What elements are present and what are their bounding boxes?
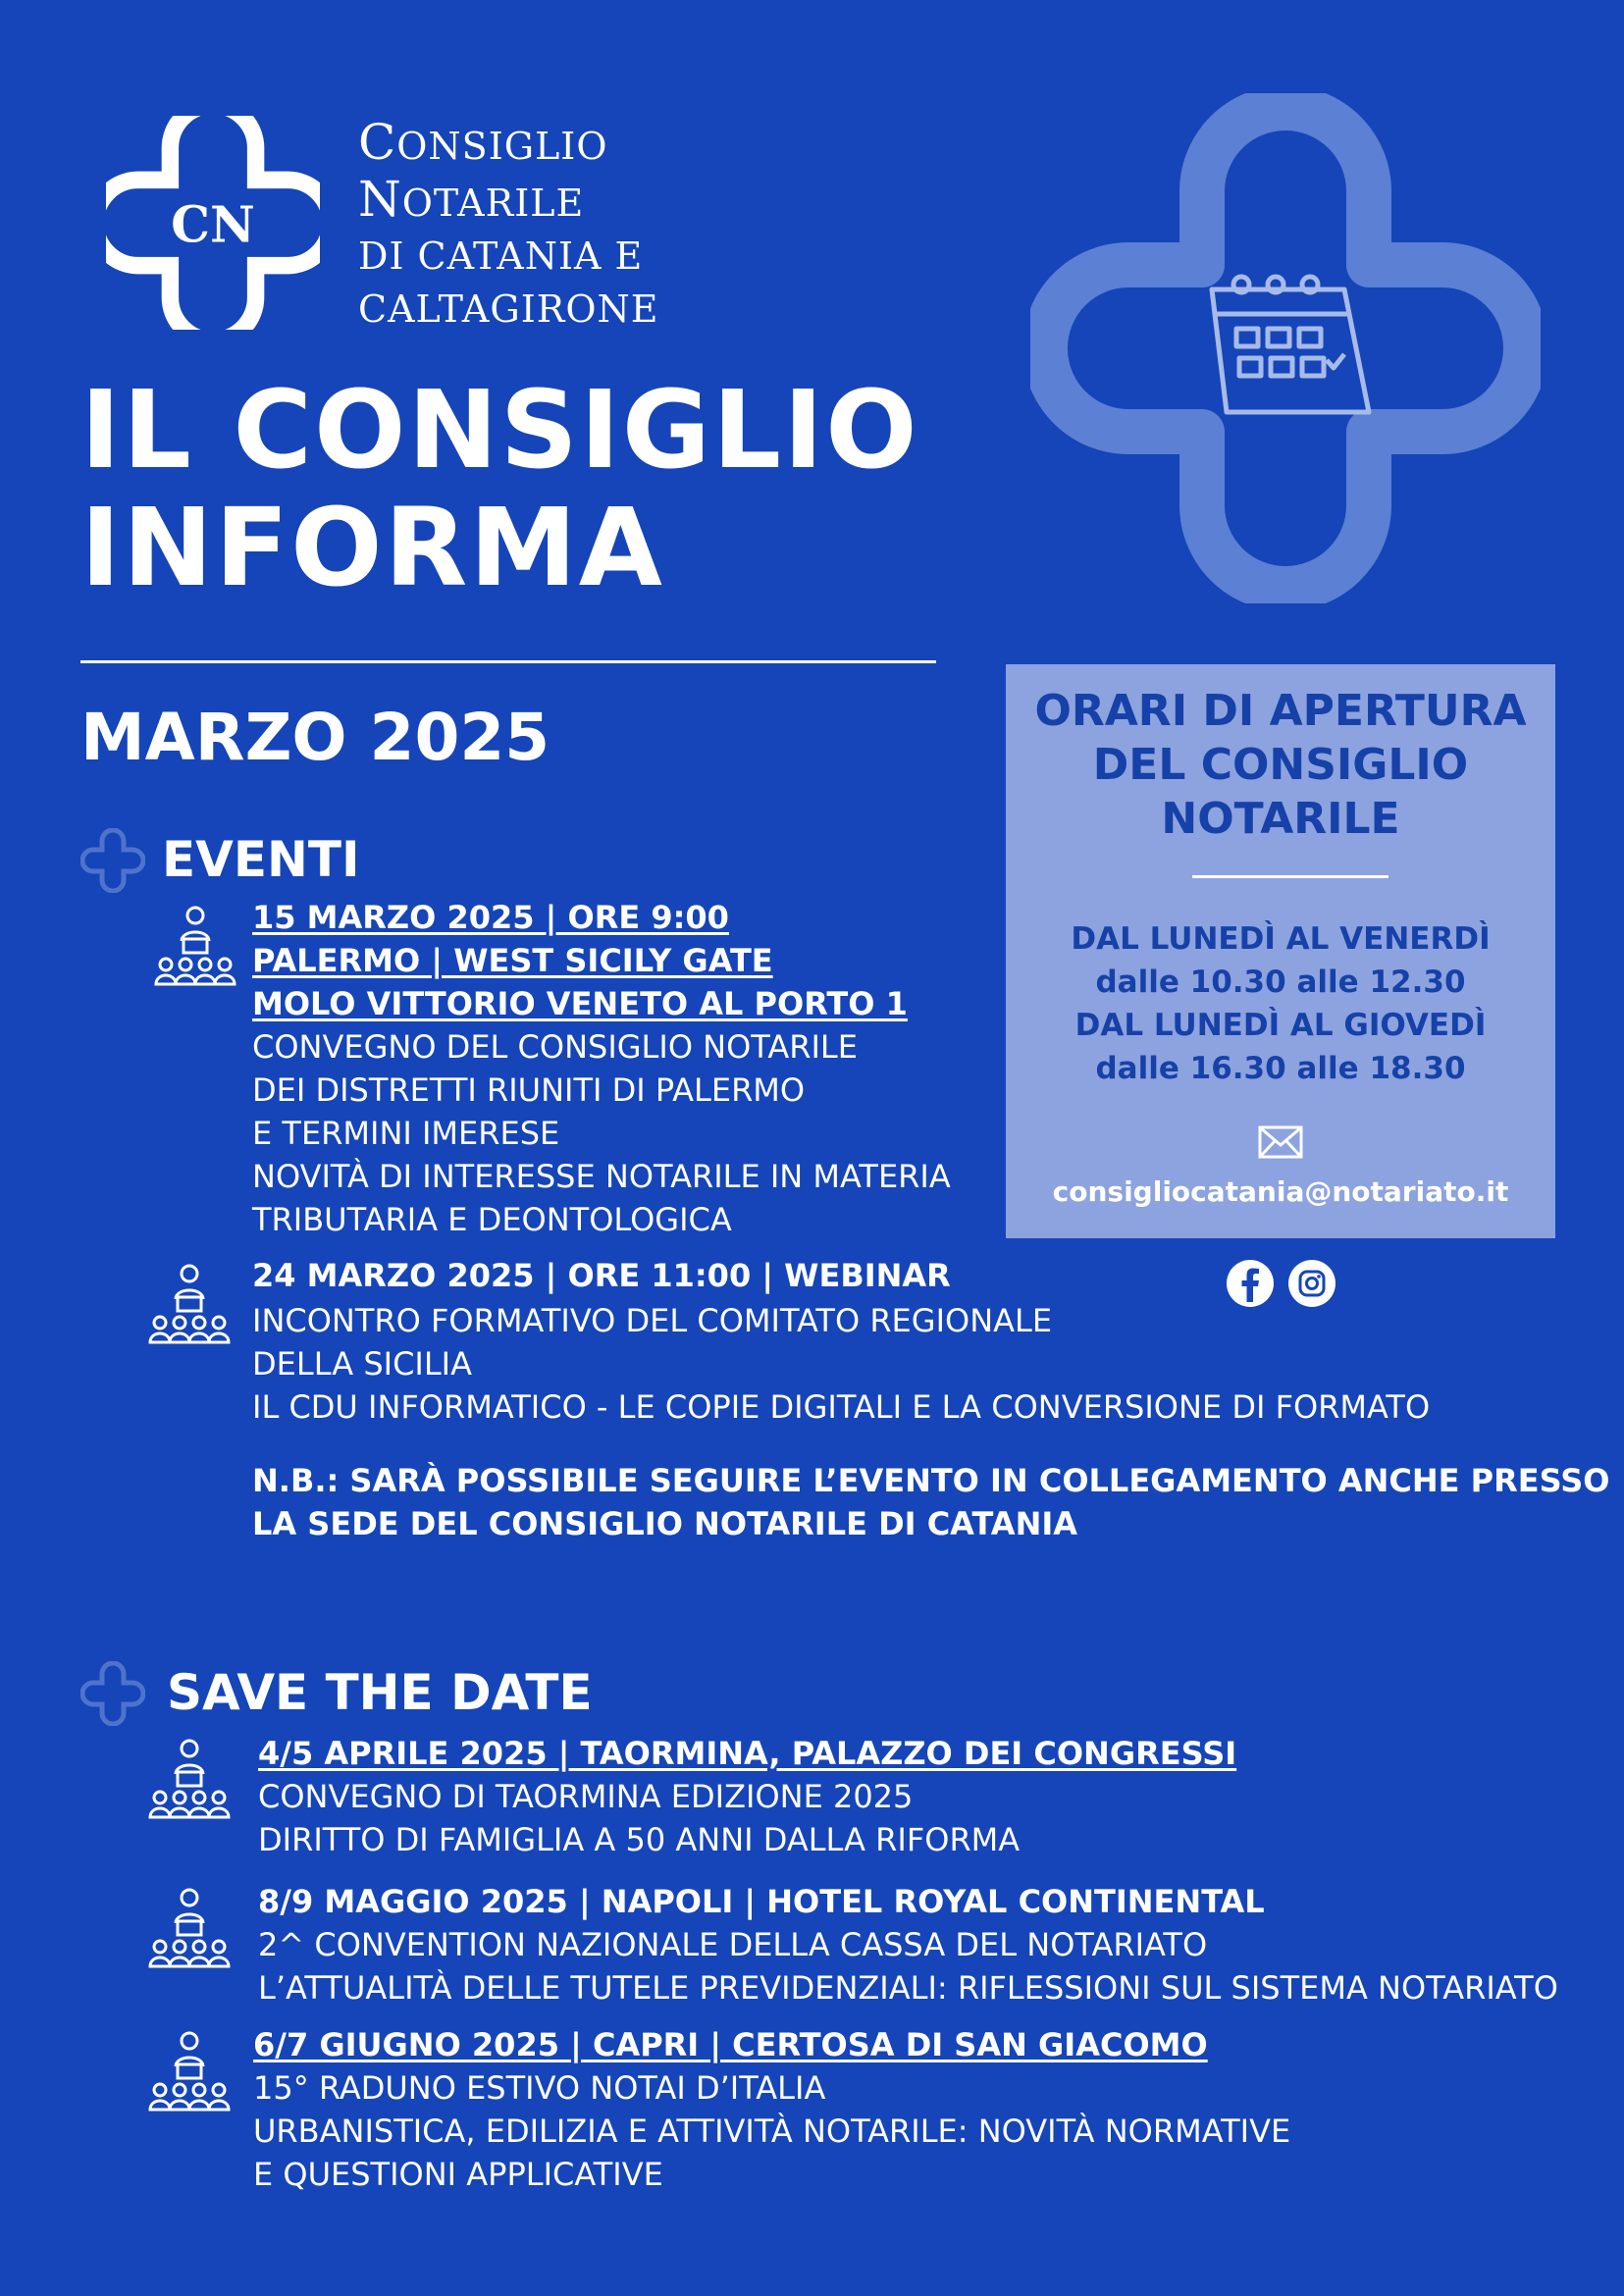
save-the-date-item-1: 4/5 APRILE 2025 | TAORMINA, PALAZZO DEI CONGRESSI CONVEGNO DI TAORMINA EDIZIONE 2025 DIRITTO DI FAMIGLIA A 50 ANNI DALLA RIFORMA (258, 1732, 1236, 1861)
event-1: 15 MARZO 2025 | ORE 9:00 PALERMO | WEST SICILY GATE MOLO VITTORIO VENETO AL PORTO 1 CONVEGNO DEL CONSIGLIO NOTARILE DEI DISTRETTI RIUNITI DI PALERMO E TERMINI IMERESE NOVITÀ DI INTERESSE NOTARILE IN MATERIA TRIBUTARIA E DEONTOLOGICA (252, 896, 951, 1241)
quatrefoil-bullet-icon (80, 828, 145, 893)
event-2-date: 24 MARZO 2025 | ORE 11:00 | WEBINAR (252, 1257, 951, 1294)
hours-title: ORARI DI APERTURA DEL CONSIGLIO NOTARILE (1034, 686, 1527, 844)
save-the-date-item-3: 6/7 GIUGNO 2025 | CAPRI | CERTOSA DI SAN GIACOMO 15° RADUNO ESTIVO NOTAI D’ITALIA URBANISTICA, EDILIZIA E ATTIVITÀ NOTARILE: NOVITÀ NORMATIVE E QUESTIONI APPLICATIVE (253, 2023, 1290, 2196)
title-divider (80, 660, 936, 663)
event-note: N.B.: SARÀ POSSIBILE SEGUIRE L’EVENTO IN COLLEGAMENTO ANCHE PRESSO LA SEDE DEL CONSIGLIO NOTARILE DI CATANIA (252, 1462, 1610, 1542)
hours-divider (1192, 875, 1388, 878)
conference-speaker-icon (148, 1262, 231, 1352)
save-the-date-heading: SAVE THE DATE (167, 1664, 593, 1721)
envelope-icon (1258, 1125, 1303, 1159)
event-1-address: MOLO VITTORIO VENETO AL PORTO 1 (252, 985, 908, 1022)
eventi-heading: EVENTI (162, 831, 360, 888)
std-2-header: 8/9 MAGGIO 2025 | NAPOLI | HOTEL ROYAL CONTINENTAL (258, 1883, 1265, 1920)
event-1-location: PALERMO | WEST SICILY GATE (252, 942, 773, 979)
logo-text: CONSIGLIO NOTARILE DI CATANIA E CALTAGIRONE (358, 114, 659, 331)
month-heading: MARZO 2025 (80, 700, 550, 775)
conference-speaker-icon (148, 2029, 231, 2119)
conference-speaker-icon (148, 1737, 231, 1827)
email-link[interactable]: consigliocatania@notariato.it (1052, 1175, 1509, 1208)
event-1-date: 15 MARZO 2025 | ORE 9:00 (252, 899, 729, 936)
logo-monogram: CN (171, 195, 255, 254)
std-3-header: 6/7 GIUGNO 2025 | CAPRI | CERTOSA DI SAN GIACOMO (253, 2026, 1208, 2063)
std-1-header: 4/5 APRILE 2025 | TAORMINA, PALAZZO DEI CONGRESSI (258, 1735, 1237, 1772)
quatrefoil-bullet-icon (80, 1661, 145, 1726)
conference-speaker-icon (148, 1886, 231, 1976)
calendar-decoration-icon (1030, 93, 1541, 603)
opening-hours-box (1006, 664, 1555, 1238)
logo-quatrefoil-icon (106, 116, 320, 330)
save-the-date-item-2: 8/9 MAGGIO 2025 | NAPOLI | HOTEL ROYAL CONTINENTAL 2^ CONVENTION NAZIONALE DELLA CASSA DEL NOTARIATO L’ATTUALITÀ DELLE TUTELE PREVIDENZIALI: RIFLESSIONI SUL SISTEMA NOTARIATO (258, 1880, 1558, 2009)
conference-speaker-icon (154, 904, 236, 994)
hours-schedule: DAL LUNEDÌ AL VENERDÌ dalle 10.30 alle 12.30 DAL LUNEDÌ AL GIOVEDÌ dalle 16.30 alle 18.30 (1071, 921, 1491, 1086)
event-2: 24 MARZO 2025 | ORE 11:00 | WEBINAR INCONTRO FORMATIVO DEL COMITATO REGIONALE DELLA SICILIA IL CDU INFORMATICO - LE COPIE DIGITALI E LA CONVERSIONE DI FORMATO (252, 1254, 1430, 1429)
page-title: IL CONSIGLIO INFORMA (80, 367, 919, 610)
